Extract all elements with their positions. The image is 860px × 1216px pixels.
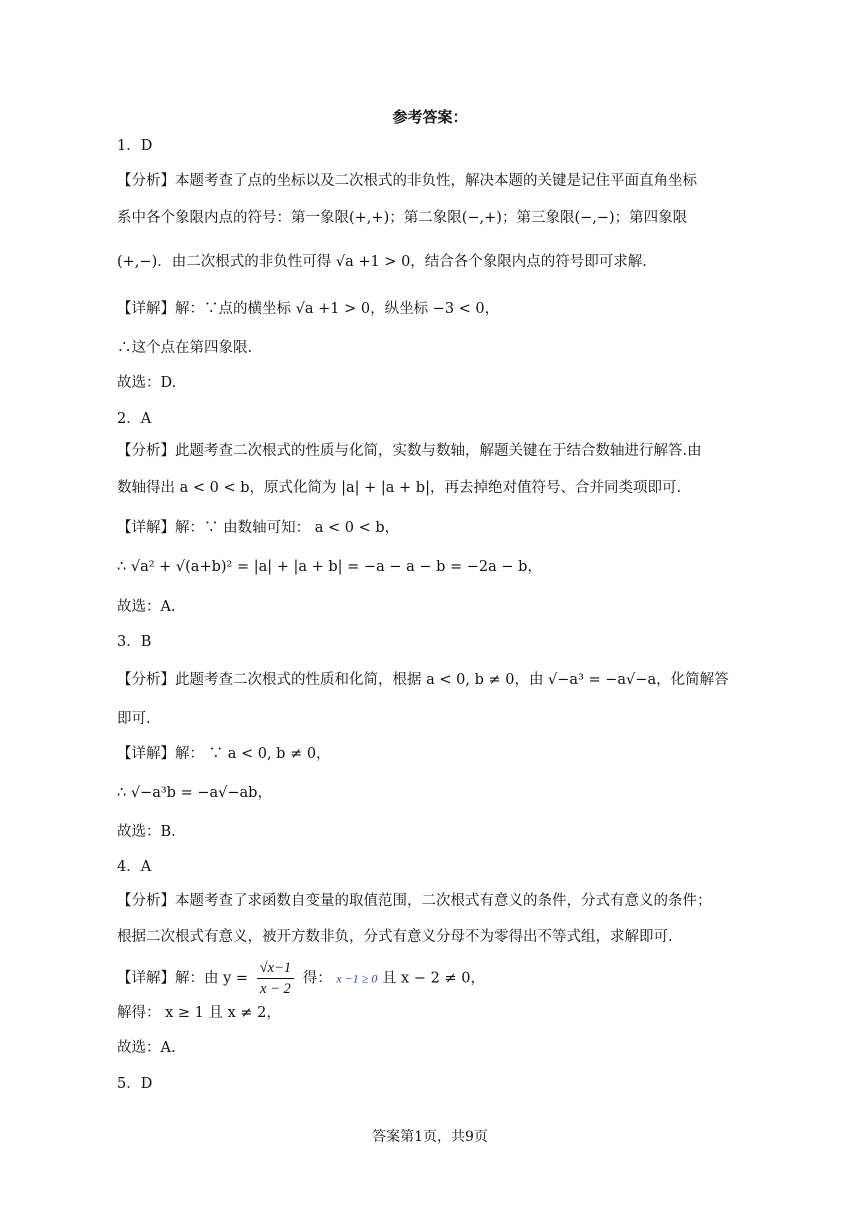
text-line: 【分析】本题考查了求函数自变量的取值范围，二次根式有意义的条件，分式有意义的条件； xyxy=(117,893,712,909)
text-line: 故选：A. xyxy=(117,1040,176,1056)
text-line: ∴这个点在第四象限. xyxy=(117,340,253,356)
text-line: 【分析】此题考查二次根式的性质与化简，实数与数轴，解题关键在于结合数轴进行解答.由 xyxy=(117,443,702,459)
detail-mid: 得： xyxy=(302,970,332,987)
detail-suffix: 且 x − 2 ≠ 0， xyxy=(381,970,485,987)
text-line: 【分析】此题考查二次根式的性质和化简，根据 a < 0, b ≠ 0，由 √−a³ = −a√−a，化简解答 xyxy=(117,672,729,688)
text-line: 5．D xyxy=(117,1076,153,1092)
text-line: 【详解】解：∵ 由数轴可知： a < 0 < b， xyxy=(117,520,400,536)
text-line: (+,−)．由二次根式的非负性可得 √a +1 > 0，结合各个象限内点的符号即可求解. xyxy=(117,254,647,270)
text-line: 根据二次根式有意义，被开方数非负，分式有意义分母不为零得出不等式组，求解即可. xyxy=(117,929,673,945)
page-footer: 答案第1页，共9页 xyxy=(372,1129,488,1145)
text-line: 故选：B. xyxy=(117,824,176,840)
text-line: 1．D xyxy=(117,138,153,154)
text-line: 系中各个象限内点的符号：第一象限(+,+)；第二象限(−,+)；第三象限(−,−)；第四象限 xyxy=(117,210,688,226)
highlighted-condition: x −1 ≥ 0 xyxy=(336,971,378,986)
text-line: ∴ √−a³b = −a√−ab， xyxy=(117,785,272,801)
text-line: 4．A xyxy=(117,859,152,875)
fraction-numerator: √x−1 xyxy=(257,958,294,979)
text-line: 即可. xyxy=(117,711,151,727)
text-line: 【详解】解： ∵ a < 0, b ≠ 0， xyxy=(117,746,331,762)
page-title: 参考答案： xyxy=(392,108,468,126)
text-line: ∴ √a² + √(a+b)² = |a| + |a + b| = −a − a − b = −2a − b， xyxy=(117,559,542,575)
text-line: 故选：D. xyxy=(117,375,177,391)
detail-prefix: 【详解】解：由 y = xyxy=(117,970,249,987)
text-line: 【分析】本题考查了点的坐标以及二次根式的非负性，解决本题的关键是记住平面直角坐标 xyxy=(117,173,697,189)
text-line: 解得： x ≥ 1 且 x ≠ 2， xyxy=(117,1005,281,1021)
text-line: 3．B xyxy=(117,634,152,650)
text-line: 2．A xyxy=(117,411,152,427)
text-line: 数轴得出 a < 0 < b，原式化简为 |a| + |a + b|，再去掉绝对值符号、合并同类项即可. xyxy=(117,480,682,496)
fraction-denominator: x − 2 xyxy=(260,981,291,997)
fraction xyxy=(257,958,294,999)
detail-line-q4 xyxy=(117,958,485,999)
text-line: 故选：A. xyxy=(117,599,176,615)
text-line: 【详解】解：∵点的横坐标 √a +1 > 0，纵坐标 −3 < 0， xyxy=(117,301,500,317)
